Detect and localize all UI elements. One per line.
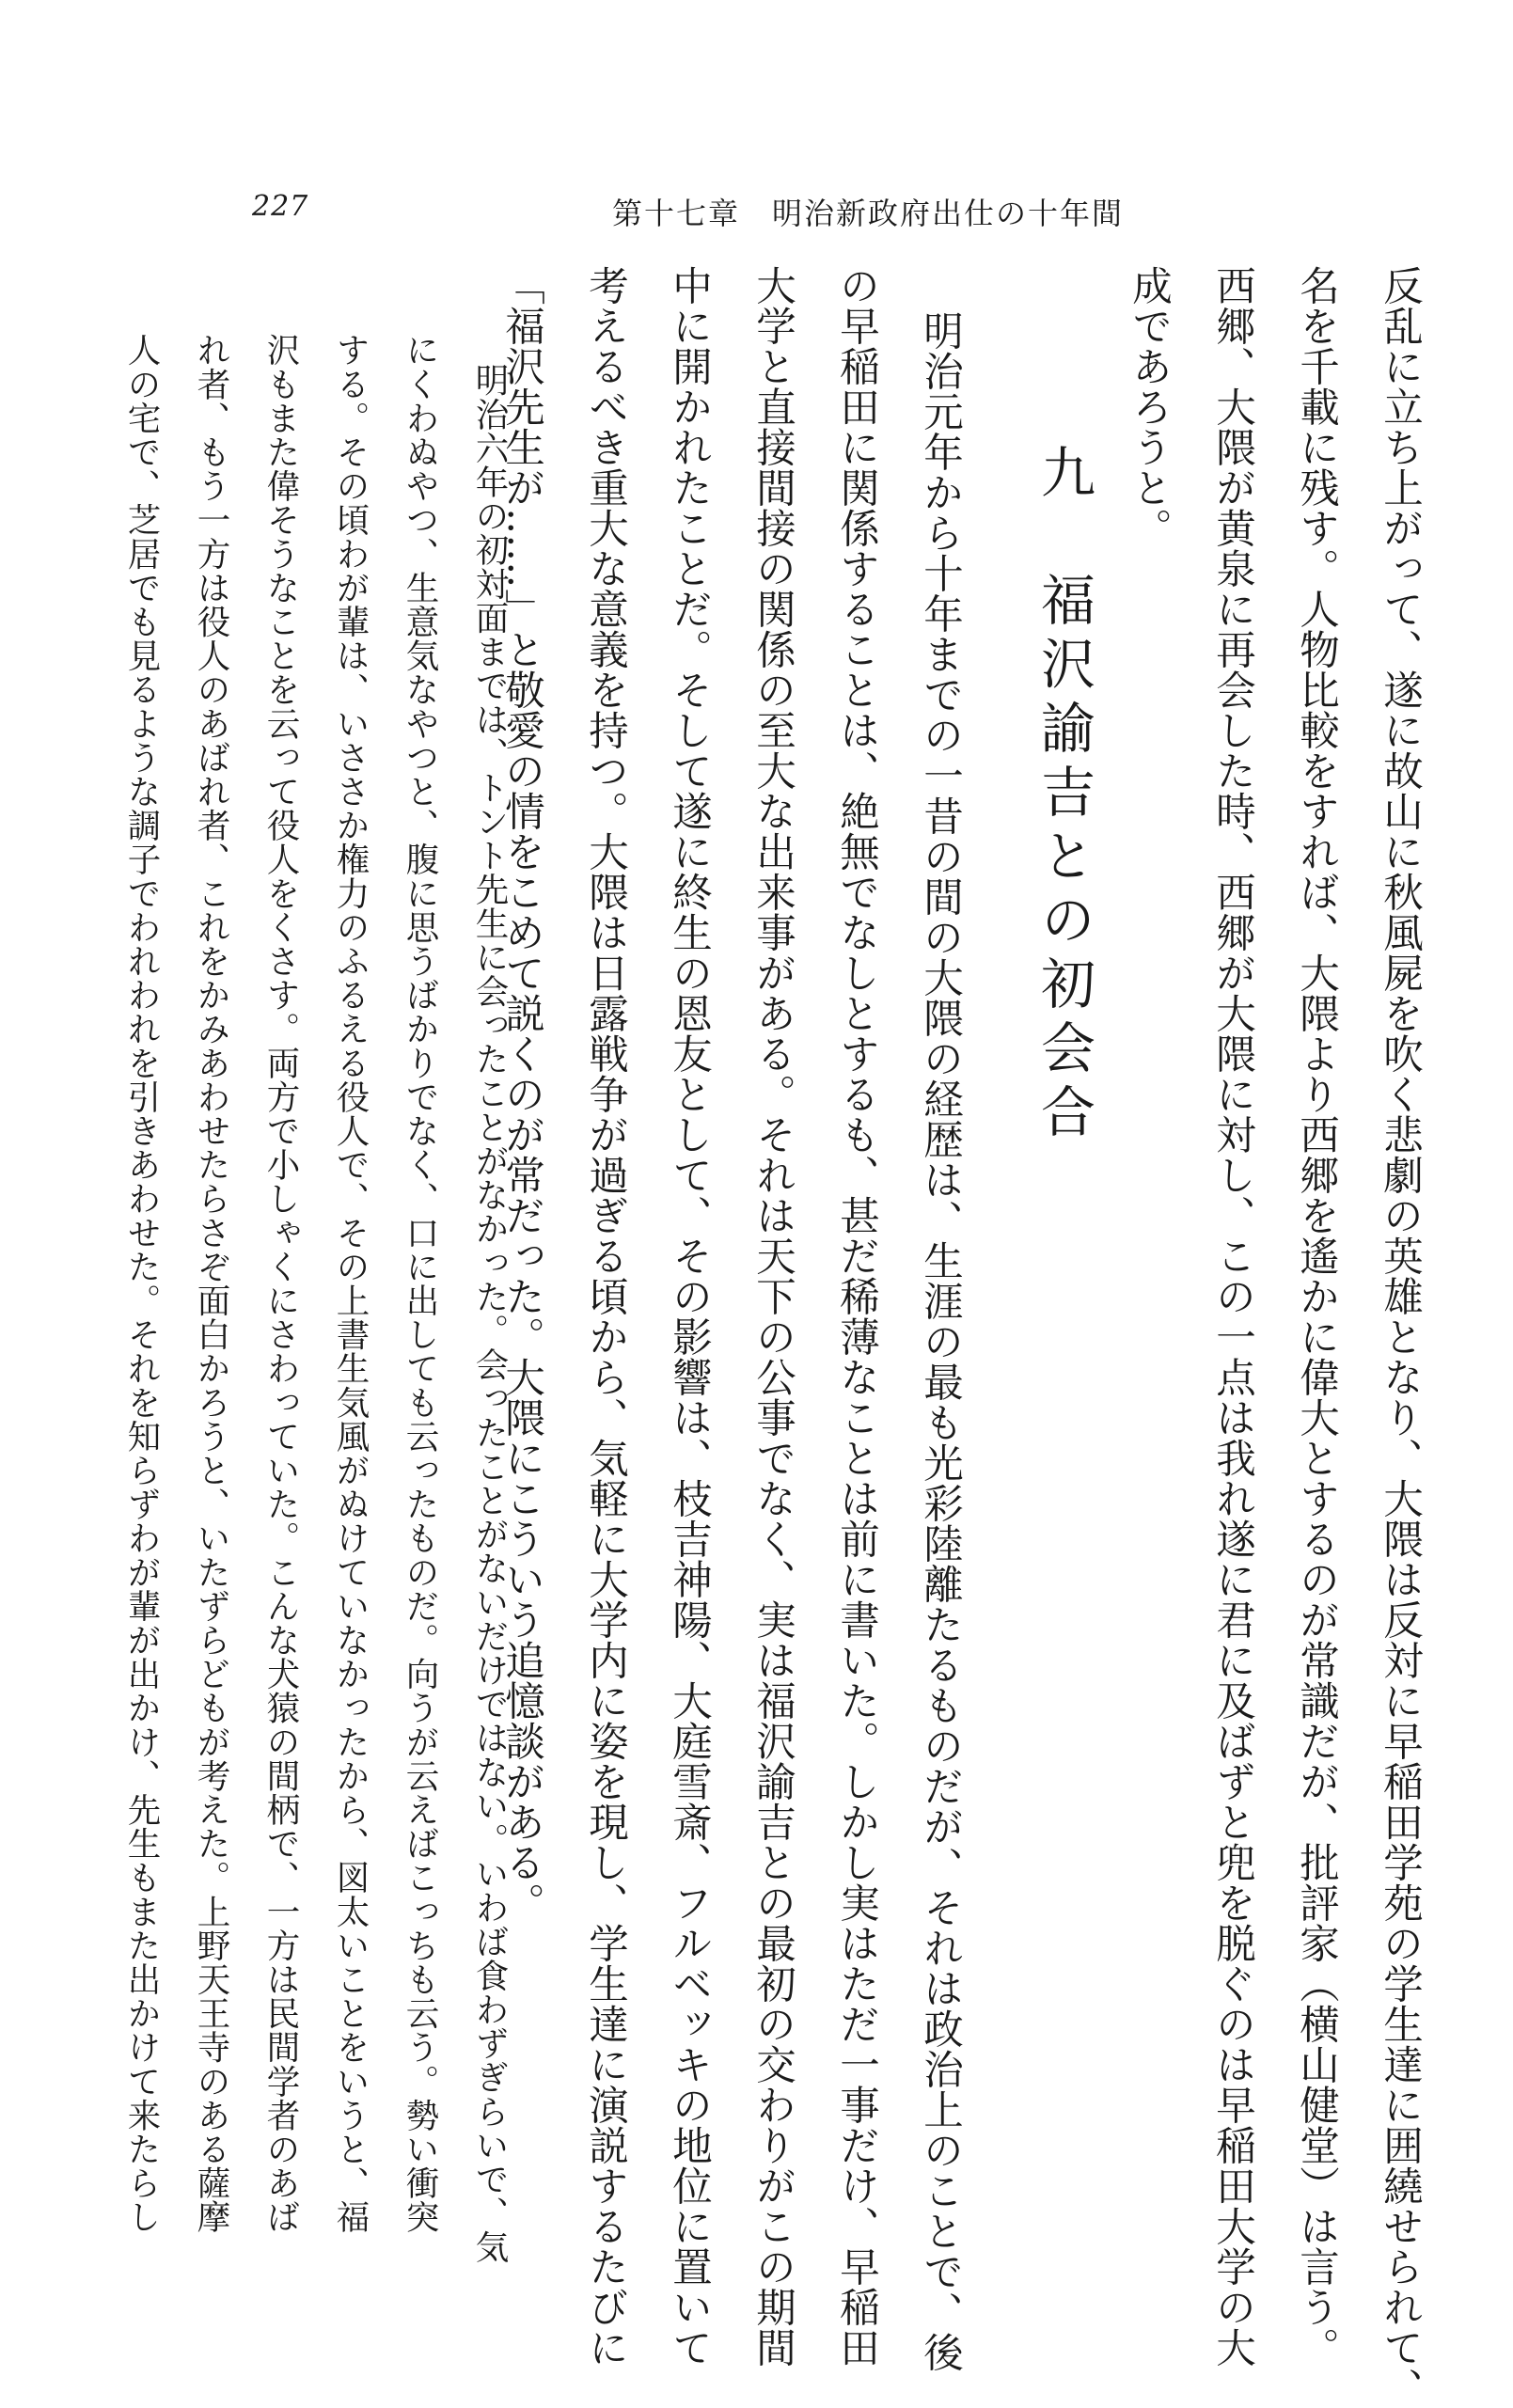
intro-column-1: 反乱に立ち上がって、遂に故山に秋風屍を吹く悲劇の英雄となり、大隈は反対に早稲田学苑の学生達に囲繞せられて、	[1377, 265, 1423, 2408]
body-column-4: 中に開かれたことだ。そして遂に終生の恩友として、その影響は、枝吉神陽、大庭雪斎、フルベッキの地位に置いて	[666, 265, 712, 2368]
quote-column-2: にくわぬやつ、生意気なやつと、腹に思うばかりでなく、口に出しても云ったものだ。向うが云えばこっちも云う。勢い衝突	[401, 333, 439, 2234]
running-head: 第十七章 明治新政府出仕の十年間	[612, 196, 1125, 231]
section-heading: 九 福沢諭吉との初会合	[1032, 444, 1095, 1147]
quote-column-6: 人の宅で、芝居でも見るような調子でわれわれを引きあわせた。それを知らずわが輩が出かけ、先生もまた出かけて来たらし	[122, 333, 161, 2234]
body-column-2: の早稲田に関係することは、絶無でなしとするも、甚だ稀薄なことは前に書いた。しかし実はただ一事だけ、早稲田	[833, 265, 879, 2368]
intro-column-4: 成であろうと。	[1126, 265, 1172, 548]
quote-column-4: 沢もまた偉そうなことを云って役人をくさす。両方で小しゃくにさわっていた。こんな犬猿の間柄で、一方は民間学者のあば	[261, 333, 300, 2234]
body-column-5: 考えるべき重大な意義を持つ。大隈は日露戦争が過ぎる頃から、気軽に大学内に姿を現し、学生達に演説するたびに	[582, 265, 628, 2368]
quote-column-5: れ者、もう一方は役人のあばれ者、これをかみあわせたらさぞ面白かろうと、いたずらどもが考えた。上野天王寺のある薩摩	[192, 333, 230, 2234]
quote-column-1: 明治六年の初対面までは、トント先生に会ったことがなかった。会ったことがないだけではない。いわば食わずぎらいで、気	[470, 363, 509, 2264]
intro-column-2: 名を千載に残す。人物比較をすれば、大隈より西郷を遙かに偉大とするのが常識だが、批評家（横山健堂）は言う。	[1293, 265, 1339, 2368]
quote-column-3: する。その頃わが輩は、いささか権力のふるえる役人で、その上書生気風がぬけていなかったから、図太いことをいうと、福	[331, 333, 370, 2234]
body-column-3: 大学と直接間接の関係の至大な出来事がある。それは天下の公事でなく、実は福沢諭吉との最初の交わりがこの期間	[749, 265, 796, 2368]
body-column-1: 明治元年から十年までの一昔の間の大隈の経歴は、生涯の最も光彩陸離たるものだが、それは政治上のことで、後	[917, 310, 963, 2372]
page-number: 227	[252, 190, 309, 223]
body-column-6: 「福沢先生が……」と敬愛の情をこめて説くのが常だった。大隈にこういう追憶談がある。	[498, 265, 544, 1923]
intro-column-3: 西郷、大隈が黄泉に再会した時、西郷が大隈に対し、この一点は我れ遂に君に及ばずと兜を脱ぐのは早稲田大学の大	[1209, 265, 1255, 2368]
